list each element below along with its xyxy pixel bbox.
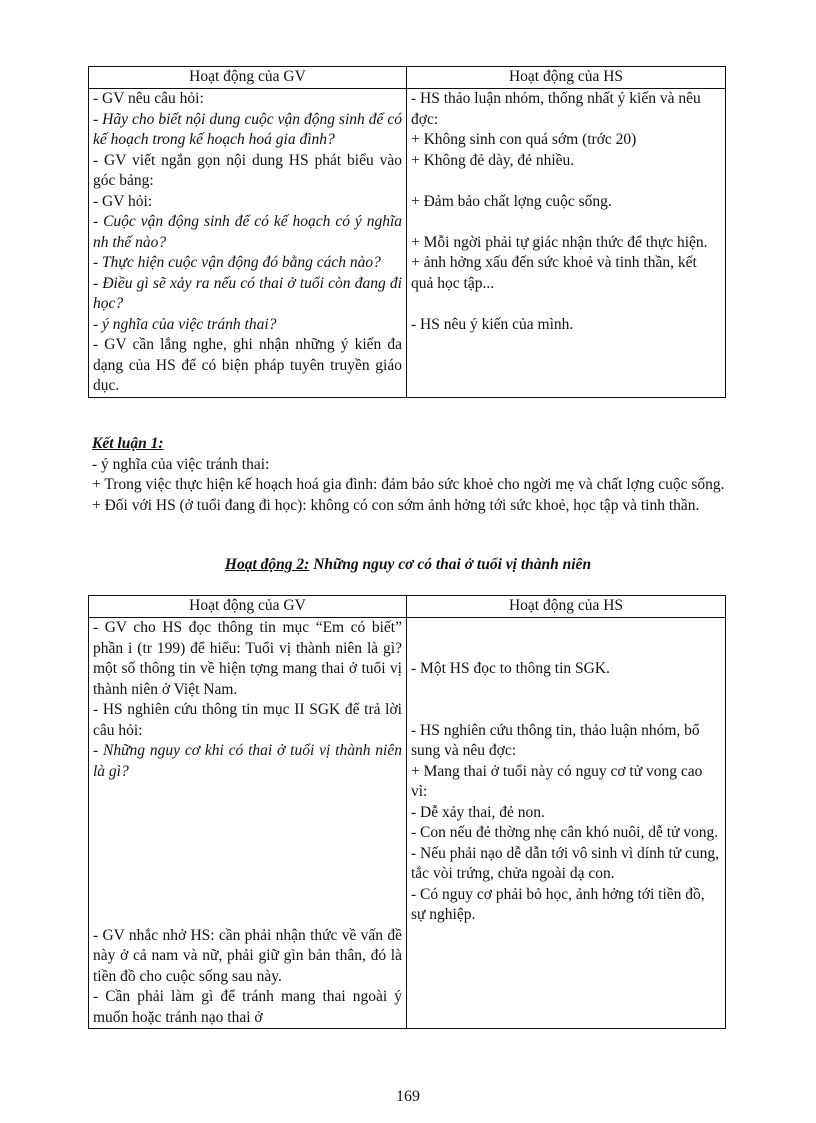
student-activity-cell xyxy=(407,89,726,398)
table-body-row xyxy=(89,89,726,398)
text-line xyxy=(411,171,721,192)
text-line xyxy=(93,803,402,824)
activity-table-1 xyxy=(88,66,726,398)
activity-2-title: Những nguy cơ có thai ở tuổi vị thành niên xyxy=(309,556,592,573)
table-header-row xyxy=(89,596,726,618)
header-teacher-activity: Hoạt động của GV xyxy=(89,67,407,89)
text-line xyxy=(411,700,721,721)
text-line: + Mang thai ở tuổi này có nguy cơ tử vong cao vì: xyxy=(411,762,703,800)
text-line: + Mỗi ngời phải tự giác nhận thức để thực hiện. xyxy=(411,233,708,251)
text-line: + Đảm bảo chất lợng cuộc sống. xyxy=(411,192,612,210)
text-line: + Không đẻ dày, đẻ nhiều. xyxy=(411,151,575,169)
conclusion-lines xyxy=(92,455,747,517)
text-line xyxy=(93,885,402,906)
conclusion-line: + Trong việc thực hiện kế hoạch hoá gia đình: đảm bảo sức khoẻ cho ngời mẹ và chất lợng cuộc sống. xyxy=(92,476,725,493)
text-line: - HS nghiên cứu thông tin mục II SGK để trả lời câu hỏi: xyxy=(93,701,402,739)
header-student-activity: Hoạt động của HS xyxy=(407,67,726,89)
text-line xyxy=(93,782,402,803)
text-line: - Điều gì sẽ xảy ra nếu có thai ở tuổi còn đang đi học? xyxy=(93,274,402,312)
teacher-activity-cell xyxy=(89,89,407,398)
activity-2-heading xyxy=(0,556,816,574)
text-line xyxy=(93,823,402,844)
text-line: + ảnh hởng xấu đến sức khoẻ và tinh thần, kết quả học tập... xyxy=(411,254,697,292)
text-line: - GV viết ngắn gọn nội dung HS phát biểu vào góc bảng: xyxy=(93,151,402,189)
header-student-activity: Hoạt động của HS xyxy=(407,596,726,618)
activity-table-2 xyxy=(88,595,726,1029)
text-line xyxy=(93,844,402,865)
text-line xyxy=(411,680,721,701)
text-line: - Một HS đọc to thông tin SGK. xyxy=(411,660,610,677)
conclusion-line: + Đối với HS (ở tuổi đang đi học): không có con sớm ảnh hởng tới sức khoẻ, học tập và tinh thần. xyxy=(92,496,700,514)
conclusion-line: - ý nghĩa của việc tránh thai: xyxy=(92,455,270,473)
text-line: - Nếu phải nạo dễ dẫn tới vô sinh vì dính tử cung, tắc vòi trứng, chửa ngoài dạ con. xyxy=(411,844,720,882)
text-line xyxy=(411,212,721,233)
text-line: - Con nếu đẻ thờng nhẹ cân khó nuôi, dễ tử vong. xyxy=(411,824,719,841)
conclusion-title: Kết luận 1: xyxy=(92,435,164,452)
text-line: - Cần phải làm gì để tránh mang thai ngoài ý muốn hoặc tránh nạo thai ở xyxy=(93,988,402,1026)
text-line: - Hãy cho biết nội dung cuộc vận động sinh để có kế hoạch trong kế hoạch hoá gia đình? xyxy=(93,110,402,148)
text-line: - HS thảo luận nhóm, thống nhất ý kiến và nêu đợc: xyxy=(411,90,701,128)
text-line: - GV nêu câu hỏi: xyxy=(93,90,204,107)
text-line: - HS nêu ý kiến của mình. xyxy=(411,315,574,333)
text-line: - Thực hiện cuộc vận động đó bằng cách nào? xyxy=(93,254,381,271)
text-line: - HS nghiên cứu thông tin, thảo luận nhóm, bổ sung và nêu đợc: xyxy=(411,721,700,759)
text-line: - GV nhắc nhở HS: cần phải nhận thức về vấn đề này ở cả nam và nữ, phải giữ gìn bản thân, đó là tiền đồ cho cuộc sống sau này. xyxy=(93,926,402,985)
teacher-activity-cell xyxy=(89,618,407,1029)
header-teacher-activity: Hoạt động của GV xyxy=(89,596,407,618)
text-line: - ý nghĩa của việc tránh thai? xyxy=(93,315,277,333)
text-line: - Dễ xảy thai, đẻ non. xyxy=(411,803,545,821)
text-line xyxy=(411,639,721,660)
table-header-row xyxy=(89,67,726,89)
text-line: - Cuộc vận động sinh để có kế hoạch có ý nghĩa nh thế nào? xyxy=(93,213,402,251)
conclusion-block xyxy=(92,434,747,516)
text-line: - GV cần lắng nghe, ghi nhận những ý kiến đa dạng của HS để có biện pháp tuyên truyền giáo dục. xyxy=(93,336,402,394)
text-line: - Những nguy cơ khi có thai ở tuổi vị thành niên là gì? xyxy=(93,742,402,780)
text-line: - GV cho HS đọc thông tin mục “Em có biết” phần i (tr 199) để hiểu: Tuổi vị thành niên là gì? một số thông tin về hiện tợng mang thai ở tuổi vị thành niên ở Việt Nam. xyxy=(93,619,402,698)
table-body-row xyxy=(89,618,726,1029)
activity-2-label: Hoạt động 2: xyxy=(224,556,310,573)
text-line xyxy=(93,905,402,926)
text-line xyxy=(93,864,402,885)
text-line: - Có nguy cơ phải bỏ học, ảnh hởng tới tiền đồ, sự nghiệp. xyxy=(411,885,705,923)
text-line xyxy=(411,618,721,639)
page-number: 169 xyxy=(396,1088,420,1105)
student-activity-cell xyxy=(407,618,726,1029)
text-line: - GV hỏi: xyxy=(93,192,153,210)
text-line: + Không sinh con quá sớm (trớc 20) xyxy=(411,131,637,148)
text-line xyxy=(411,294,721,315)
